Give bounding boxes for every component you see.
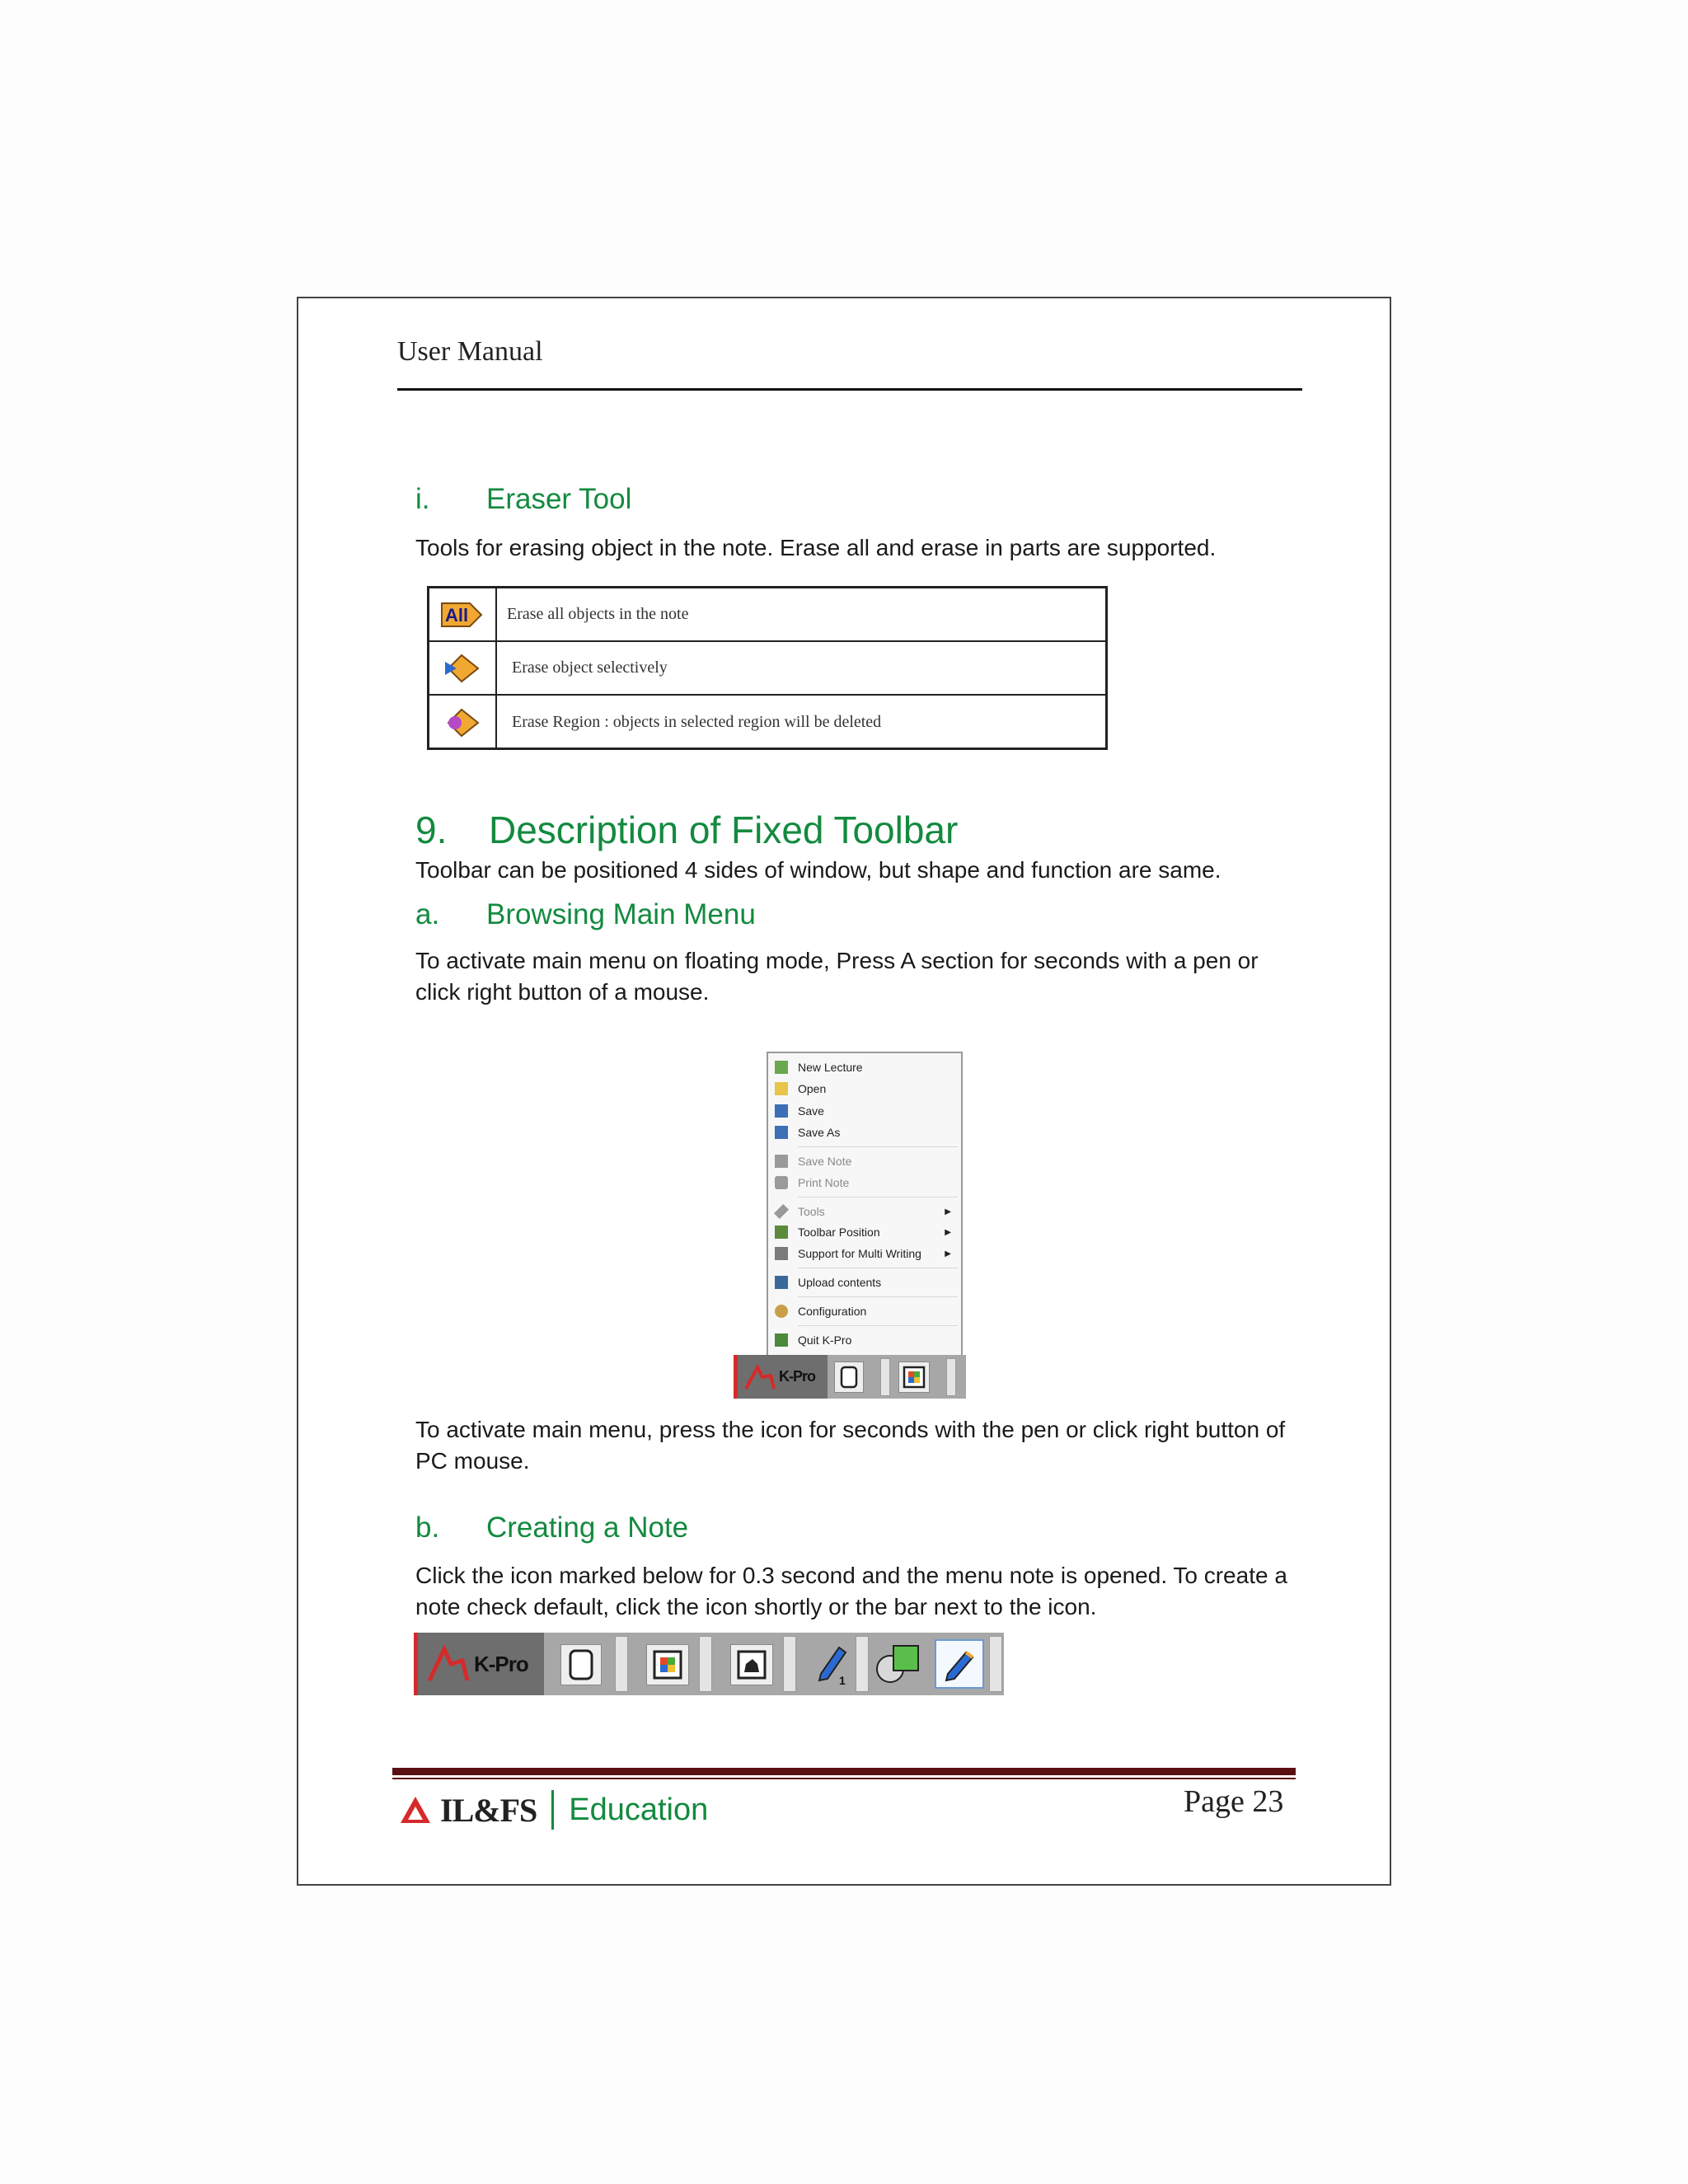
section-9-title: Description of Fixed Toolbar bbox=[489, 808, 959, 851]
submenu-arrow-icon: ▶ bbox=[945, 1227, 951, 1237]
table-row bbox=[429, 696, 1105, 749]
menu-separator bbox=[798, 1296, 958, 1297]
menu-item-save[interactable]: Save bbox=[768, 1100, 961, 1122]
logo-divider bbox=[551, 1790, 554, 1830]
creating-section-title: Creating a Note bbox=[486, 1511, 689, 1544]
menu-item-toolbar-position[interactable]: Toolbar Position ▶ bbox=[768, 1221, 961, 1243]
menu-item-tools[interactable]: Tools ▶ bbox=[768, 1201, 961, 1222]
eraser-row-text: Erase Region : objects in selected region will be deleted bbox=[512, 713, 882, 731]
table-row bbox=[429, 642, 1105, 696]
ilfs-logo bbox=[399, 1790, 708, 1830]
browsing-section-title: Browsing Main Menu bbox=[486, 898, 756, 930]
wrench-icon bbox=[774, 1204, 789, 1219]
configuration-icon bbox=[775, 1305, 788, 1318]
shape-icon bbox=[872, 1641, 921, 1687]
eraser-section-number: i. bbox=[415, 483, 430, 515]
display-button[interactable] bbox=[898, 1361, 930, 1393]
upload-icon bbox=[775, 1276, 788, 1289]
pen-options-bar[interactable] bbox=[856, 1636, 869, 1692]
kpro-toolbar-full bbox=[414, 1633, 1004, 1695]
menu-item-open[interactable]: Open bbox=[768, 1078, 961, 1099]
menu-separator bbox=[798, 1325, 958, 1326]
header-rule bbox=[397, 388, 1302, 391]
new-lecture-icon bbox=[775, 1061, 788, 1074]
kpro-main-button[interactable]: K-Pro bbox=[734, 1355, 828, 1399]
capture-options-bar[interactable] bbox=[783, 1636, 796, 1692]
save-as-icon bbox=[775, 1126, 788, 1139]
multi-writing-icon bbox=[775, 1247, 788, 1260]
capture-button[interactable] bbox=[730, 1644, 773, 1685]
menu-item-save-as[interactable]: Save As bbox=[768, 1122, 961, 1143]
pen-tool-options-bar[interactable] bbox=[989, 1636, 1002, 1692]
creating-section-number: b. bbox=[415, 1511, 440, 1544]
menu-separator bbox=[798, 1146, 958, 1147]
open-folder-icon bbox=[775, 1082, 788, 1095]
logo-text: IL&FS bbox=[440, 1791, 537, 1829]
menu-item-configuration[interactable]: Configuration bbox=[768, 1301, 961, 1322]
table-row bbox=[429, 588, 1105, 642]
erase-region-icon bbox=[429, 696, 497, 749]
menu-item-multi-writing[interactable]: Support for Multi Writing ▶ bbox=[768, 1243, 961, 1264]
header-title: User Manual bbox=[397, 336, 543, 367]
kpro-logo-icon bbox=[424, 1641, 474, 1687]
menu-item-print-note[interactable]: Print Note bbox=[768, 1172, 961, 1193]
shape-button[interactable] bbox=[872, 1641, 921, 1687]
logo-education: Education bbox=[569, 1792, 709, 1827]
svg-text:All: All bbox=[445, 604, 469, 626]
erase-selective-icon bbox=[429, 642, 497, 694]
erase-all-icon bbox=[429, 588, 497, 640]
kpro-logo-icon bbox=[743, 1361, 779, 1394]
eraser-row-text: Erase all objects in the note bbox=[507, 605, 689, 623]
print-icon bbox=[775, 1176, 788, 1189]
note-button[interactable] bbox=[560, 1644, 602, 1685]
windows-icon bbox=[903, 1366, 926, 1389]
footer-rule bbox=[392, 1768, 1296, 1775]
menu-item-new-lecture[interactable]: New Lecture bbox=[768, 1057, 961, 1078]
pen-tool-selected-button[interactable] bbox=[935, 1639, 984, 1689]
eraser-section-title: Eraser Tool bbox=[486, 483, 632, 515]
note-icon bbox=[839, 1366, 859, 1389]
note-options-bar[interactable] bbox=[880, 1358, 890, 1396]
menu-item-quit[interactable]: Quit K-Pro bbox=[768, 1329, 961, 1351]
save-icon bbox=[775, 1104, 788, 1118]
main-menu-screenshot bbox=[767, 1052, 963, 1357]
kpro-main-button[interactable]: K-Pro bbox=[414, 1633, 544, 1695]
ilfs-triangle-logo-icon bbox=[399, 1795, 432, 1825]
quit-icon bbox=[775, 1333, 788, 1347]
display-options-bar[interactable] bbox=[699, 1636, 712, 1692]
section-9-description: Toolbar can be positioned 4 sides of window, but shape and function are same. bbox=[415, 857, 1221, 883]
footer-rule-thin bbox=[392, 1778, 1296, 1779]
note-options-bar[interactable] bbox=[615, 1636, 628, 1692]
browsing-section-number: a. bbox=[415, 898, 440, 930]
save-note-icon bbox=[775, 1155, 788, 1168]
browsing-after-text: To activate main menu, press the icon for seconds with the pen or click right button of PC mouse. bbox=[415, 1417, 1286, 1474]
toolbar-position-icon bbox=[775, 1226, 788, 1239]
pen-size-badge: 1 bbox=[839, 1674, 846, 1687]
browsing-description: To activate main menu on floating mode, Press A section for seconds with a pen or click right button of a mouse. bbox=[415, 948, 1259, 1005]
windows-icon bbox=[652, 1649, 683, 1680]
eraser-description: Tools for erasing object in the note. Erase all and erase in parts are supported. bbox=[415, 535, 1217, 560]
capture-icon bbox=[736, 1649, 767, 1680]
section-9-number: 9. bbox=[415, 808, 448, 851]
display-options-bar[interactable] bbox=[946, 1358, 956, 1396]
eraser-row-text: Erase object selectively bbox=[512, 658, 668, 677]
display-button[interactable] bbox=[646, 1644, 689, 1685]
creating-description: Click the icon marked below for 0.3 second and the menu note is opened. To create a note check default, click the icon shortly or the bar next to the icon. bbox=[415, 1563, 1287, 1619]
submenu-arrow-icon: ▶ bbox=[945, 1207, 951, 1216]
eraser-table bbox=[427, 586, 1108, 750]
pencil-icon bbox=[941, 1646, 978, 1682]
submenu-arrow-icon: ▶ bbox=[945, 1249, 951, 1258]
note-icon bbox=[567, 1648, 595, 1681]
menu-item-upload-contents[interactable]: Upload contents bbox=[768, 1272, 961, 1293]
menu-item-save-note[interactable]: Save Note bbox=[768, 1151, 961, 1172]
pen-button[interactable] bbox=[814, 1641, 851, 1689]
note-button[interactable] bbox=[834, 1361, 864, 1393]
page-number: Page 23 bbox=[1184, 1784, 1284, 1819]
kpro-toolbar-small bbox=[734, 1355, 966, 1399]
